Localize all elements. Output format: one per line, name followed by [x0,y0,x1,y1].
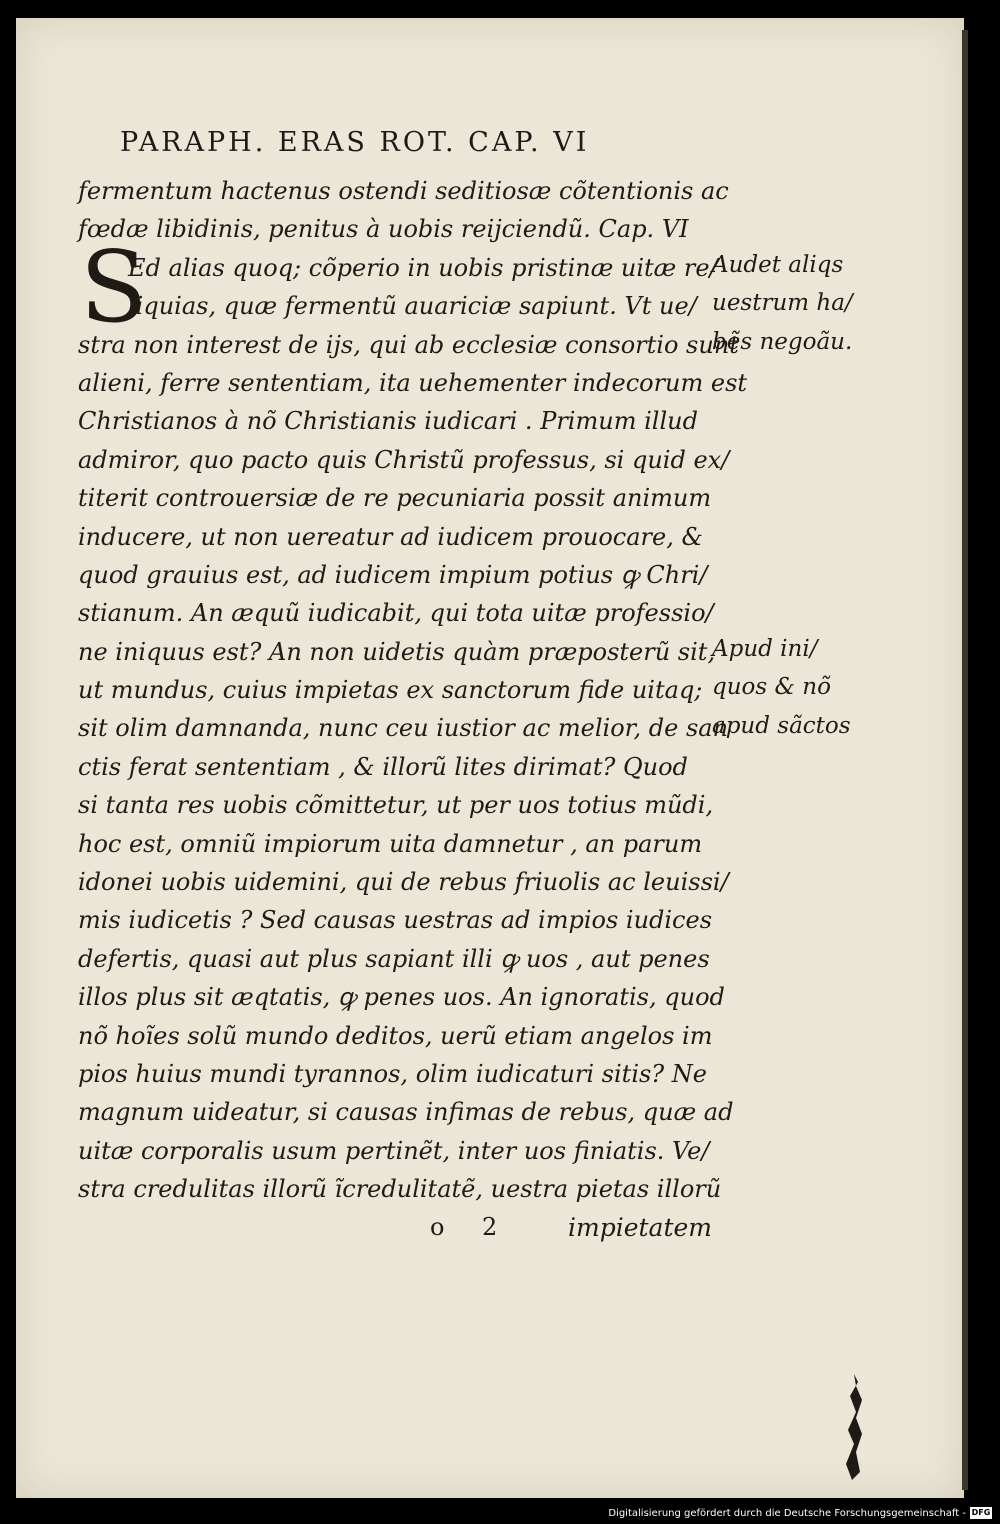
signature-mark: o [430,1213,445,1241]
text-line: stianum. An æquũ iudicabit, qui tota uitæ professio/ [78,599,714,628]
margin-note-line: bẽs negoãu. [712,328,853,355]
text-line: admiror, quo pacto quis Christũ professus, si quid ex/ [78,445,730,474]
text-line: quod grauius est, ad iudicem impium potius ꝙ Chri/ [78,560,708,589]
text-line: defertis, quasi aut plus sapiant illi ꝙ uos , aut penes [78,944,710,973]
margin-note-line: uestrum ha/ [712,290,853,317]
text-line: sit olim damnanda, nunc ceu iustior ac melior, de san [78,714,729,743]
text-line: fermentum hactenus ostendi seditiosæ cõtentionis ac [78,177,729,205]
signature-mark: 2 [482,1213,498,1241]
margin-note-line: Apud ini/ [712,636,818,662]
dfg-logo: DFG [971,1508,991,1517]
margin-note [712,246,872,361]
text-line: stra non interest de ijs, qui ab ecclesiæ consortio sunt [78,330,739,359]
drop-cap: S [80,231,148,345]
ink-stain-mark [836,1372,866,1482]
text-line: si tanta res uobis cõmittetur, ut per uos totius mũdi, [78,791,714,820]
text-line: magnum uideatur, si causas infimas de rebus, quæ ad [78,1098,734,1127]
page-edge [962,30,968,1490]
body-text [78,172,748,1209]
text-line: ut mundus, cuius impietas ex sanctorum fide uitaq; [78,676,703,705]
text-line: inducere, ut non uereatur ad iudicem prouocare, & [78,522,703,551]
text-line: ctis ferat sententiam , & illorũ lites dirimat? Quod [78,752,688,781]
text-line: hoc est, omniũ impiorum uita damnetur , an parum [78,829,703,858]
text-line: idonei uobis uidemini, qui de rebus friuolis ac leuissi/ [78,868,729,897]
text-line: ne iniquus est? An non uidetis quàm præposterũ sit, [78,637,716,666]
text-line: Christianos à nõ Christianis iudicari . Primum illud [78,407,698,436]
text-line: Ed alias quoq; cõperio in uobis pristinæ uitæ re/ [128,253,718,282]
text-line: uitæ corporalis usum pertinẽt, inter uos finiatis. Ve/ [78,1136,710,1165]
text-line: fœdæ libidinis, penitus à uobis reijciendũ. Cap. VI [78,215,689,244]
text-line: liquias, quæ fermentũ auariciæ sapiunt. Vt ue/ [128,292,697,321]
margin-note-line: Audet aliqs [712,252,844,278]
running-head: PARAPH. ERAS ROT. CAP. VI [120,127,590,158]
margin-note [712,630,872,745]
footer-credit: Digitalisierung gefördert durch die Deutsche Forschungsgemeinschaft - [608,1508,966,1519]
margin-note-line: apud sãctos [712,712,851,739]
text-line: pios huius mundi tyrannos, olim iudicaturi sitis? Ne [78,1059,708,1088]
text-line: alieni, ferre sententiam, ita uehementer indecorum est [78,368,748,397]
catchword: impietatem [568,1213,712,1242]
text-line: mis iudicetis ? Sed causas uestras ad impios iudices [78,906,713,935]
text-line: illos plus sit æqtatis, ꝙ penes uos. An ignoratis, quod [78,983,725,1012]
text-line: nõ hoĩes solũ mundo deditos, uerũ etiam angelos im [78,1021,713,1050]
text-line: titerit controuersiæ de re pecuniaria possit animum [78,484,712,513]
text-line: stra credulitas illorũ ĩcredulitatẽ, uestra pietas illorũ [78,1175,722,1204]
margin-note-line: quos & nõ [712,674,831,701]
